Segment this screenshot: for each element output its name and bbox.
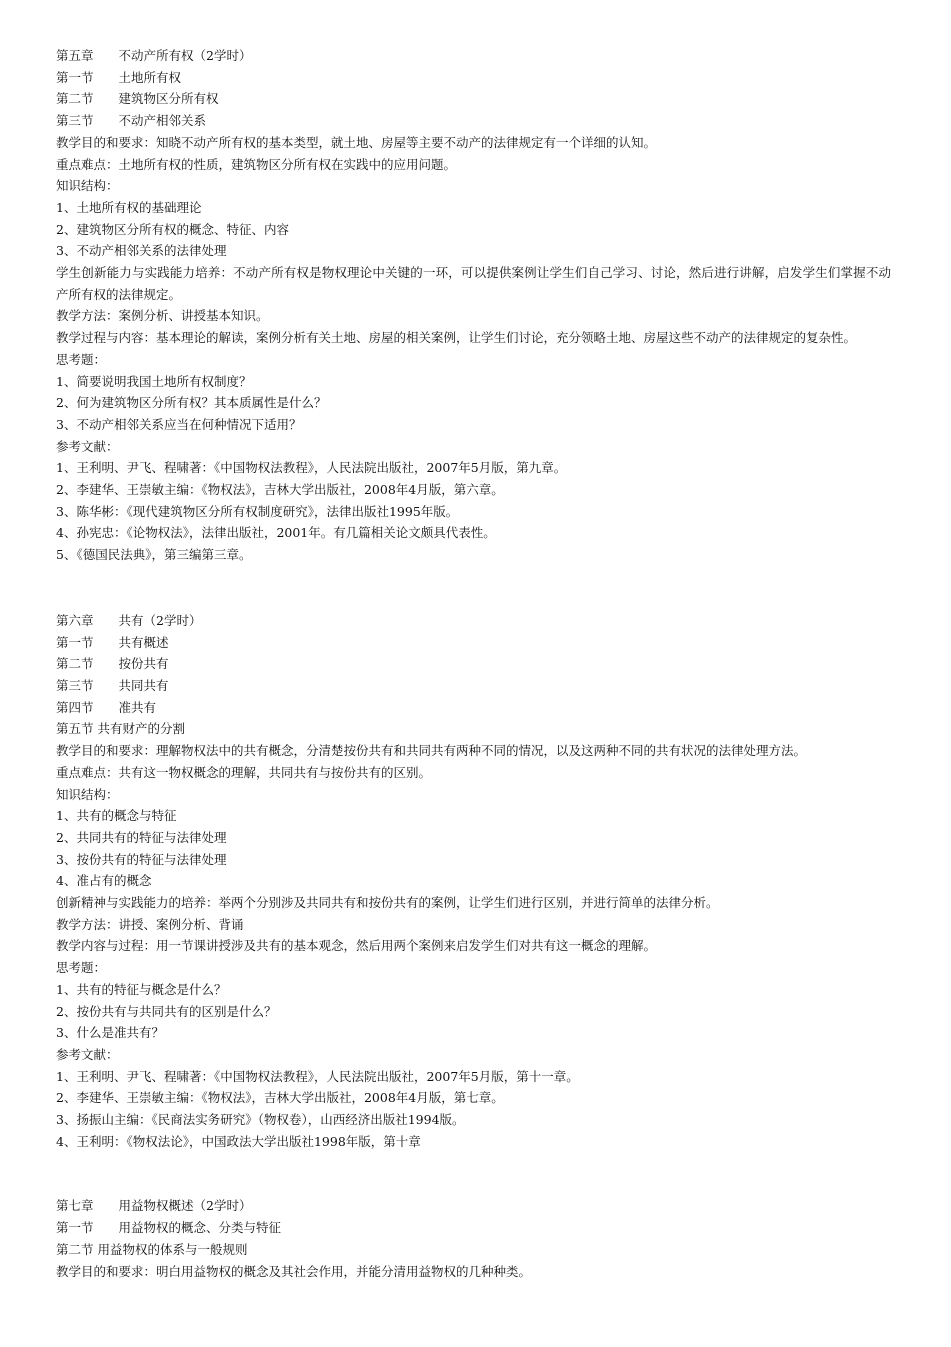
list-item: 3、什么是准共有？: [56, 1025, 164, 1041]
key-points-line: 重点难点：土地所有权的性质，建筑物区分所有权在实践中的应用问题。: [56, 156, 457, 172]
process-paragraph: 教学内容与过程：用一节课讲授涉及共有的基本观念，然后用两个案例来启发学生们对共有这一概念的理解。: [56, 938, 657, 954]
list-item: 2、按份共有与共同共有的区别是什么？: [56, 1003, 277, 1019]
reference-item: 2、李建华、王崇敏主编：《物权法》，吉林大学出版社，2008年4月版，第六章。: [56, 482, 504, 498]
heading-line: 知识结构：: [56, 786, 119, 802]
section-line: 第三节 不动产相邻关系: [56, 113, 207, 129]
training-paragraph: 学生创新能力与实践能力培养：不动产所有权是物权理论中关键的一环，可以提供案例让学生们自己学习、讨论，然后进行讲解，启发学生们掌握不动产所有权的法律规定。: [56, 265, 891, 302]
list-item: 1、共有的特征与概念是什么？: [56, 981, 227, 997]
objectives-paragraph: 教学目的和要求：知晓不动产所有权的基本类型，就土地、房屋等主要不动产的法律规定有一个详细的认知。: [56, 134, 657, 150]
chapter-5: [56, 45, 891, 566]
section-line: 第二节 用益物权的体系与一般规则: [56, 1241, 248, 1257]
heading-line: 参考文献：: [56, 438, 119, 454]
section-line: 第五节 共有财产的分割: [56, 721, 185, 737]
reference-item: 4、孙宪忠：《论物权法》，法律出版社，2001年。有几篇相关论文颇具代表性。: [56, 525, 496, 541]
objectives-paragraph: 教学目的和要求：理解物权法中的共有概念，分清楚按份共有和共同共有两种不同的情况，以及这两种不同的共有状况的法律处理方法。: [56, 743, 807, 759]
list-item: 2、建筑物区分所有权的概念、特征、内容: [56, 221, 289, 237]
chapter-title: 第六章 共有（2学时）: [56, 612, 202, 628]
method-line: 教学方法：讲授、案例分析、背诵: [56, 916, 244, 932]
reference-item: 2、李建华、王崇敏主编：《物权法》，吉林大学出版社，2008年4月版，第七章。: [56, 1090, 504, 1106]
list-item: 4、准占有的概念: [56, 873, 152, 889]
list-item: 3、不动产相邻关系的法律处理: [56, 243, 227, 259]
section-line: 第一节 共有概述: [56, 634, 169, 650]
reference-item: 1、王利明、尹飞、程啸著：《中国物权法教程》，人民法院出版社，2007年5月版，第九章。: [56, 460, 567, 476]
chapter-6: [56, 610, 891, 1153]
training-paragraph: 创新精神与实践能力的培养：举两个分别涉及共同共有和按份共有的案例，让学生们进行区别，并进行简单的法律分析。: [56, 895, 719, 911]
list-item: 3、不动产相邻关系应当在何种情况下适用？: [56, 416, 302, 432]
section-line: 第二节 按份共有: [56, 656, 169, 672]
section-line: 第三节 共同共有: [56, 677, 169, 693]
chapter-title: 第七章 用益物权概述（2学时）: [56, 1198, 252, 1214]
reference-item: 5、《德国民法典》，第三编第三章。: [56, 547, 252, 563]
list-item: 1、共有的概念与特征: [56, 808, 177, 824]
section-line: 第一节 土地所有权: [56, 69, 182, 85]
chapter-7: [56, 1195, 891, 1282]
list-item: 1、简要说明我国土地所有权制度？: [56, 373, 252, 389]
chapter-title: 第五章 不动产所有权（2学时）: [56, 48, 252, 63]
heading-line: 思考题：: [56, 960, 107, 976]
section-line: 第一节 用益物权的概念、分类与特征: [56, 1220, 282, 1236]
heading-line: 知识结构：: [56, 178, 119, 194]
objectives-paragraph: 教学目的和要求：明白用益物权的概念及其社会作用，并能分清用益物权的几种种类。: [56, 1263, 532, 1279]
heading-line: 参考文献：: [56, 1046, 119, 1062]
section-line: 第二节 建筑物区分所有权: [56, 91, 219, 107]
reference-item: 3、扬振山主编：《民商法实务研究》（物权卷），山西经济出版社1994版。: [56, 1112, 465, 1128]
list-item: 2、何为建筑物区分所有权？其本质属性是什么？: [56, 395, 327, 411]
reference-item: 4、王利明：《物权法论》，中国政法大学出版社1998年版，第十章: [56, 1133, 421, 1149]
list-item: 3、按份共有的特征与法律处理: [56, 851, 227, 867]
section-line: 第四节 准共有: [56, 699, 157, 715]
heading-line: 思考题：: [56, 351, 107, 367]
chapter-spacer: [56, 566, 891, 610]
key-points-line: 重点难点：共有这一物权概念的理解，共同共有与按份共有的区别。: [56, 764, 432, 780]
list-item: 2、共同共有的特征与法律处理: [56, 829, 227, 845]
process-paragraph: 教学过程与内容：基本理论的解读，案例分析有关土地、房屋的相关案例，让学生们讨论，充分领略土地、房屋这些不动产的法律规定的复杂性。: [56, 330, 857, 346]
reference-item: 3、陈华彬：《现代建筑物区分所有权制度研究》，法律出版社1995年版。: [56, 503, 459, 519]
list-item: 1、土地所有权的基础理论: [56, 199, 202, 215]
method-line: 教学方法：案例分析、讲授基本知识。: [56, 308, 269, 324]
reference-item: 1、王利明、尹飞、程啸著：《中国物权法教程》，人民法院出版社，2007年5月版，第十一章。: [56, 1068, 579, 1084]
chapter-spacer: [56, 1152, 891, 1195]
